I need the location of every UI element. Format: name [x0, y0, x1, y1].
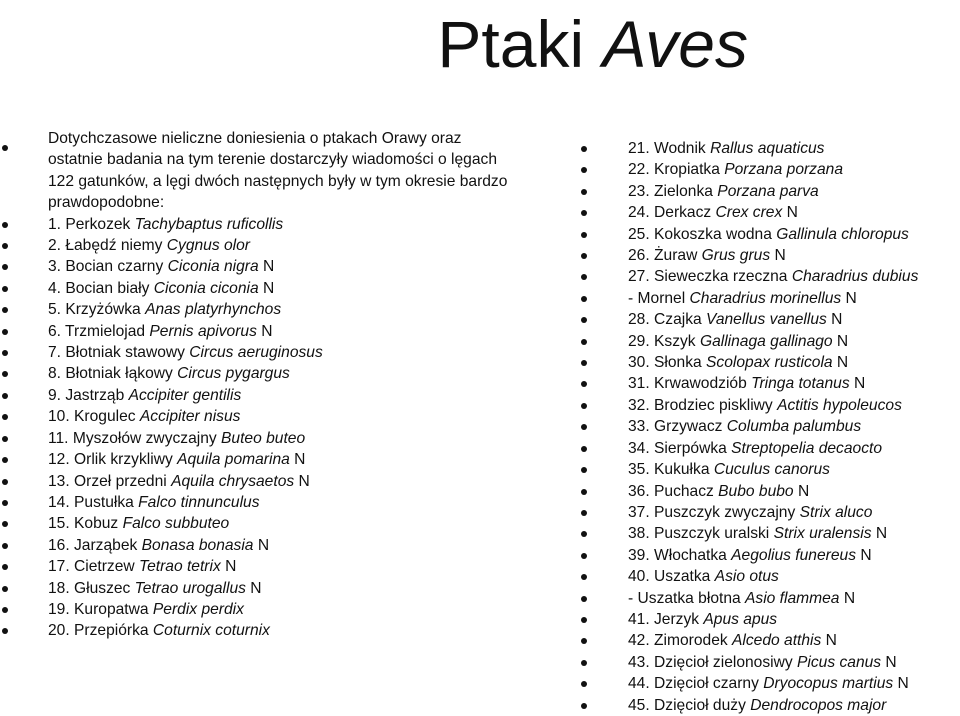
species-latin-name: Picus canus	[797, 653, 882, 671]
species-latin-name: Cygnus olor	[166, 237, 250, 255]
species-latin-name: Tetrao urogallus	[134, 579, 246, 597]
species-latin-name: Gallinaga gallinago	[699, 332, 833, 350]
bullet-icon	[2, 307, 8, 313]
species-latin-name: Bubo bubo	[718, 482, 794, 500]
species-latin-name: Columba palumbus	[726, 418, 862, 436]
species-latin-name: Tringa totanus	[751, 375, 850, 393]
right-species-list	[580, 138, 960, 716]
species-common-name: 7. Błotniak stawowy	[48, 344, 190, 362]
species-list-item	[0, 449, 560, 470]
species-list-item	[0, 492, 560, 513]
bullet-icon	[2, 479, 8, 485]
bullet-icon	[2, 222, 8, 228]
bullet-icon	[581, 553, 587, 559]
bullet-icon	[581, 638, 587, 644]
species-list-item	[580, 138, 960, 159]
species-common-name: 6. Trzmielojad	[48, 322, 150, 340]
species-status-mark: N	[258, 258, 275, 276]
bullet-icon	[581, 253, 587, 259]
bullet-icon	[581, 210, 587, 216]
species-list-item	[580, 159, 960, 180]
species-status-mark: N	[245, 579, 262, 597]
bullet-icon	[581, 574, 587, 580]
species-status-mark: N	[289, 451, 306, 469]
species-list-item	[0, 471, 560, 492]
species-common-name: 16. Jarząbek	[48, 536, 142, 554]
species-latin-name: Pernis apivorus	[149, 322, 257, 340]
species-list-item	[0, 428, 560, 449]
species-list-item	[580, 288, 960, 309]
bullet-icon	[581, 617, 587, 623]
species-common-name: 5. Krzyżówka	[48, 301, 146, 319]
species-common-name: 28. Czajka	[628, 311, 707, 329]
species-list-item	[580, 630, 960, 651]
species-latin-name: Dryocopus martius	[763, 675, 894, 693]
species-latin-name: Aquila pomarina	[177, 451, 290, 469]
species-status-mark: N	[782, 204, 798, 222]
species-status-mark: N	[849, 375, 866, 393]
species-list-item	[0, 385, 560, 406]
species-latin-name: Charadrius dubius	[791, 268, 919, 286]
species-latin-name: Strix uralensis	[773, 525, 872, 543]
bullet-icon	[2, 500, 8, 506]
species-list-item	[0, 578, 560, 599]
bullet-icon	[2, 564, 8, 570]
species-list-item	[0, 556, 560, 577]
bullet-icon	[581, 360, 587, 366]
species-latin-name: Circus aeruginosus	[189, 344, 323, 362]
species-common-name: 12. Orlik krzykliwy	[48, 451, 178, 469]
species-status-mark: N	[832, 332, 849, 350]
species-list-item	[0, 363, 560, 384]
page-title	[0, 6, 960, 82]
species-list-item	[0, 620, 560, 641]
species-list-item	[0, 535, 560, 556]
species-latin-name: Falco subbuteo	[122, 515, 230, 533]
species-list-item	[0, 321, 560, 342]
bullet-icon	[581, 274, 587, 280]
bullet-icon	[2, 393, 8, 399]
species-status-mark: N	[841, 289, 857, 307]
species-common-name: 45. Dzięcioł duży	[628, 696, 751, 714]
species-list-item	[0, 513, 560, 534]
species-list-item	[580, 588, 960, 609]
species-list-item	[580, 481, 960, 502]
species-common-name: 17. Cietrzew	[48, 558, 139, 576]
bullet-icon	[581, 146, 587, 152]
species-status-mark: N	[821, 632, 837, 650]
species-latin-name: Streptopelia decaocto	[731, 439, 882, 457]
species-latin-name: Crex crex	[715, 204, 783, 222]
species-latin-name: Coturnix coturnix	[152, 622, 270, 640]
species-status-mark: N	[826, 311, 843, 329]
species-latin-name: Perdix perdix	[152, 600, 244, 618]
species-common-name: 1. Perkozek	[48, 215, 135, 233]
species-common-name: 2. Łabędź niemy	[48, 237, 167, 255]
species-common-name: 4. Bocian biały	[48, 279, 154, 297]
species-latin-name: Grus grus	[701, 247, 771, 265]
species-list-item	[0, 342, 560, 363]
species-latin-name: Porzana parva	[717, 182, 819, 200]
species-latin-name: Asio otus	[714, 568, 779, 586]
species-latin-name: Porzana porzana	[724, 161, 843, 179]
species-latin-name: Rallus aquaticus	[710, 140, 825, 157]
species-common-name: 13. Orzeł przedni	[48, 472, 172, 490]
bullet-icon	[2, 350, 8, 356]
bullet-icon	[581, 189, 587, 195]
species-status-mark: N	[871, 525, 888, 543]
species-list-item	[580, 566, 960, 587]
species-common-name: 3. Bocian czarny	[48, 258, 168, 276]
species-common-name: 35. Kukułka	[628, 461, 714, 479]
species-list-item	[0, 299, 560, 320]
species-common-name: 26. Żuraw	[628, 247, 702, 265]
bullet-icon	[581, 424, 587, 430]
bullet-icon	[2, 436, 8, 442]
bullet-icon	[2, 521, 8, 527]
bullet-icon	[2, 543, 8, 549]
species-latin-name: Gallinula chloropus	[776, 225, 909, 243]
species-latin-name: Circus pygargus	[177, 365, 290, 383]
bullet-icon	[2, 607, 8, 613]
species-status-mark: N	[793, 482, 810, 500]
species-latin-name: Accipiter nisus	[139, 408, 241, 426]
species-common-name: - Mornel	[628, 289, 690, 307]
bullet-icon	[581, 317, 587, 323]
species-common-name: 18. Głuszec	[48, 579, 135, 597]
species-latin-name: Anas platyrhynchos	[145, 301, 282, 319]
bullet-icon	[581, 531, 587, 537]
bullet-icon	[581, 446, 587, 452]
species-list-item	[580, 245, 960, 266]
species-list-item	[580, 695, 960, 716]
bullet-icon	[581, 381, 587, 387]
species-list-item	[0, 599, 560, 620]
species-latin-name: Aquila chrysaetos	[171, 472, 295, 490]
species-list-item	[580, 609, 960, 630]
species-list-item	[580, 523, 960, 544]
species-common-name: 38. Puszczyk uralski	[628, 525, 774, 543]
bullet-icon	[2, 145, 8, 151]
bullet-icon	[581, 167, 587, 173]
species-latin-name: Ciconia nigra	[167, 258, 259, 276]
bullet-icon	[581, 596, 587, 602]
species-latin-name: Accipiter gentilis	[128, 386, 242, 404]
species-list-item	[580, 181, 960, 202]
bullet-icon	[2, 414, 8, 420]
species-list-item	[580, 331, 960, 352]
species-latin-name: Falco tinnunculus	[138, 493, 260, 511]
species-list-item	[580, 202, 960, 223]
species-latin-name: Actitis hypoleucos	[777, 396, 902, 414]
species-common-name: 10. Krogulec	[48, 408, 140, 426]
title-plain: Ptaki	[437, 7, 585, 81]
species-common-name: 24. Derkacz	[628, 204, 716, 222]
bullet-icon	[581, 296, 587, 302]
species-common-name: 14. Pustułka	[48, 493, 139, 511]
species-common-name: 11. Myszołów zwyczajny	[48, 429, 222, 447]
left-species-list	[0, 128, 560, 642]
species-common-name: 41. Jerzyk	[628, 610, 704, 628]
species-latin-name: Buteo buteo	[221, 429, 306, 447]
bullet-icon	[581, 681, 587, 687]
species-latin-name: Strix aluco	[799, 503, 873, 521]
species-common-name: 22. Kropiatka	[628, 161, 725, 179]
species-list-item	[0, 235, 560, 256]
species-status-mark: N	[832, 354, 849, 372]
species-common-name: 43. Dzięcioł zielonosiwy	[628, 653, 798, 671]
species-list-item	[580, 673, 960, 694]
species-common-name: 39. Włochatka	[628, 546, 732, 564]
species-latin-name: Tachybaptus ruficollis	[134, 215, 284, 233]
species-list-item	[580, 309, 960, 330]
intro-paragraph	[0, 128, 518, 214]
species-common-name: 27. Sieweczka rzeczna	[628, 268, 792, 286]
species-list-item	[580, 545, 960, 566]
species-list-item	[580, 395, 960, 416]
bullet-icon	[2, 628, 8, 634]
species-list-item	[0, 406, 560, 427]
species-common-name: 36. Puchacz	[628, 482, 719, 500]
species-status-mark: N	[839, 589, 856, 607]
species-common-name: 33. Grzywacz	[628, 418, 727, 436]
species-latin-name: Alcedo atthis	[732, 632, 822, 650]
species-latin-name: Charadrius morinellus	[689, 289, 842, 307]
species-status-mark: N	[256, 322, 273, 340]
bullet-icon	[2, 264, 8, 270]
species-common-name: 42. Zimorodek	[628, 632, 733, 650]
species-common-name: 40. Uszatka	[628, 568, 715, 586]
species-list-item	[580, 266, 960, 287]
species-list-item	[0, 278, 560, 299]
species-list-item	[580, 416, 960, 437]
species-common-name: 32. Brodziec piskliwy	[628, 396, 778, 414]
species-common-name: 23. Zielonka	[628, 182, 718, 200]
species-common-name: 37. Puszczyk zwyczajny	[628, 503, 800, 521]
bullet-icon	[581, 232, 587, 238]
species-common-name: 34. Sierpówka	[628, 439, 732, 457]
species-list-item	[580, 352, 960, 373]
species-common-name: 31. Krwawodziób	[628, 375, 752, 393]
species-list-item	[0, 214, 560, 235]
species-status-mark: N	[893, 675, 909, 693]
species-list-item	[580, 224, 960, 245]
species-latin-name: Aegolius funereus	[731, 546, 856, 564]
species-status-mark: N	[220, 558, 237, 576]
species-list-item	[580, 502, 960, 523]
species-list-item	[0, 256, 560, 277]
species-latin-name: Asio flammea	[745, 589, 840, 607]
species-latin-name: Dendrocopos major	[750, 696, 887, 714]
species-status-mark: N	[258, 279, 275, 297]
bullet-icon	[2, 329, 8, 335]
species-latin-name: Tetrao tetrix	[139, 558, 221, 576]
bullet-icon	[2, 586, 8, 592]
species-common-name: 8. Błotniak łąkowy	[48, 365, 178, 383]
bullet-icon	[581, 510, 587, 516]
species-common-name: 44. Dzięcioł czarny	[628, 675, 764, 693]
species-latin-name: Ciconia ciconia	[153, 279, 259, 297]
bullet-icon	[2, 371, 8, 377]
species-common-name: 25. Kokoszka wodna	[628, 225, 777, 243]
species-list-item	[580, 438, 960, 459]
bullet-icon	[2, 286, 8, 292]
species-latin-name: Cuculus canorus	[713, 461, 830, 479]
species-status-mark: N	[856, 546, 872, 564]
species-status-mark: N	[770, 247, 786, 265]
species-status-mark: N	[881, 653, 897, 671]
species-latin-name: Vanellus vanellus	[706, 311, 827, 329]
species-common-name: 29. Kszyk	[628, 332, 700, 350]
intro-text: Dotychczasowe nieliczne doniesienia o ptakach Orawy oraz ostatnie badania na tym terenie dostarczyły wiadomości o lęgach 122 gatunków, a lęgi dwóch następnych były w tym okresie bardzo prawdopodobne:	[48, 130, 508, 212]
bullet-icon	[2, 243, 8, 249]
bullet-icon	[581, 339, 587, 345]
species-latin-name: Bonasa bonasia	[141, 536, 254, 554]
bullet-icon	[581, 467, 587, 473]
species-common-name: 20. Przepiórka	[48, 622, 153, 640]
bullet-icon	[581, 489, 587, 495]
bullet-icon	[2, 457, 8, 463]
species-list-item	[580, 373, 960, 394]
species-status-mark: N	[253, 536, 270, 554]
species-list-item	[580, 652, 960, 673]
species-common-name: 15. Kobuz	[48, 515, 123, 533]
species-status-mark: N	[294, 472, 310, 490]
species-latin-name: Scolopax rusticola	[706, 354, 833, 372]
title-latin: Aves	[602, 7, 748, 81]
bullet-icon	[581, 703, 587, 709]
species-common-name: 21. Wodnik	[628, 140, 711, 157]
bullet-icon	[581, 403, 587, 409]
species-list-item	[580, 459, 960, 480]
species-common-name: 9. Jastrząb	[48, 386, 129, 404]
species-latin-name: Apus apus	[703, 610, 778, 628]
species-common-name: - Uszatka błotna	[628, 589, 746, 607]
species-common-name: 19. Kuropatwa	[48, 600, 153, 618]
bullet-icon	[581, 660, 587, 666]
species-common-name: 30. Słonka	[628, 354, 707, 372]
